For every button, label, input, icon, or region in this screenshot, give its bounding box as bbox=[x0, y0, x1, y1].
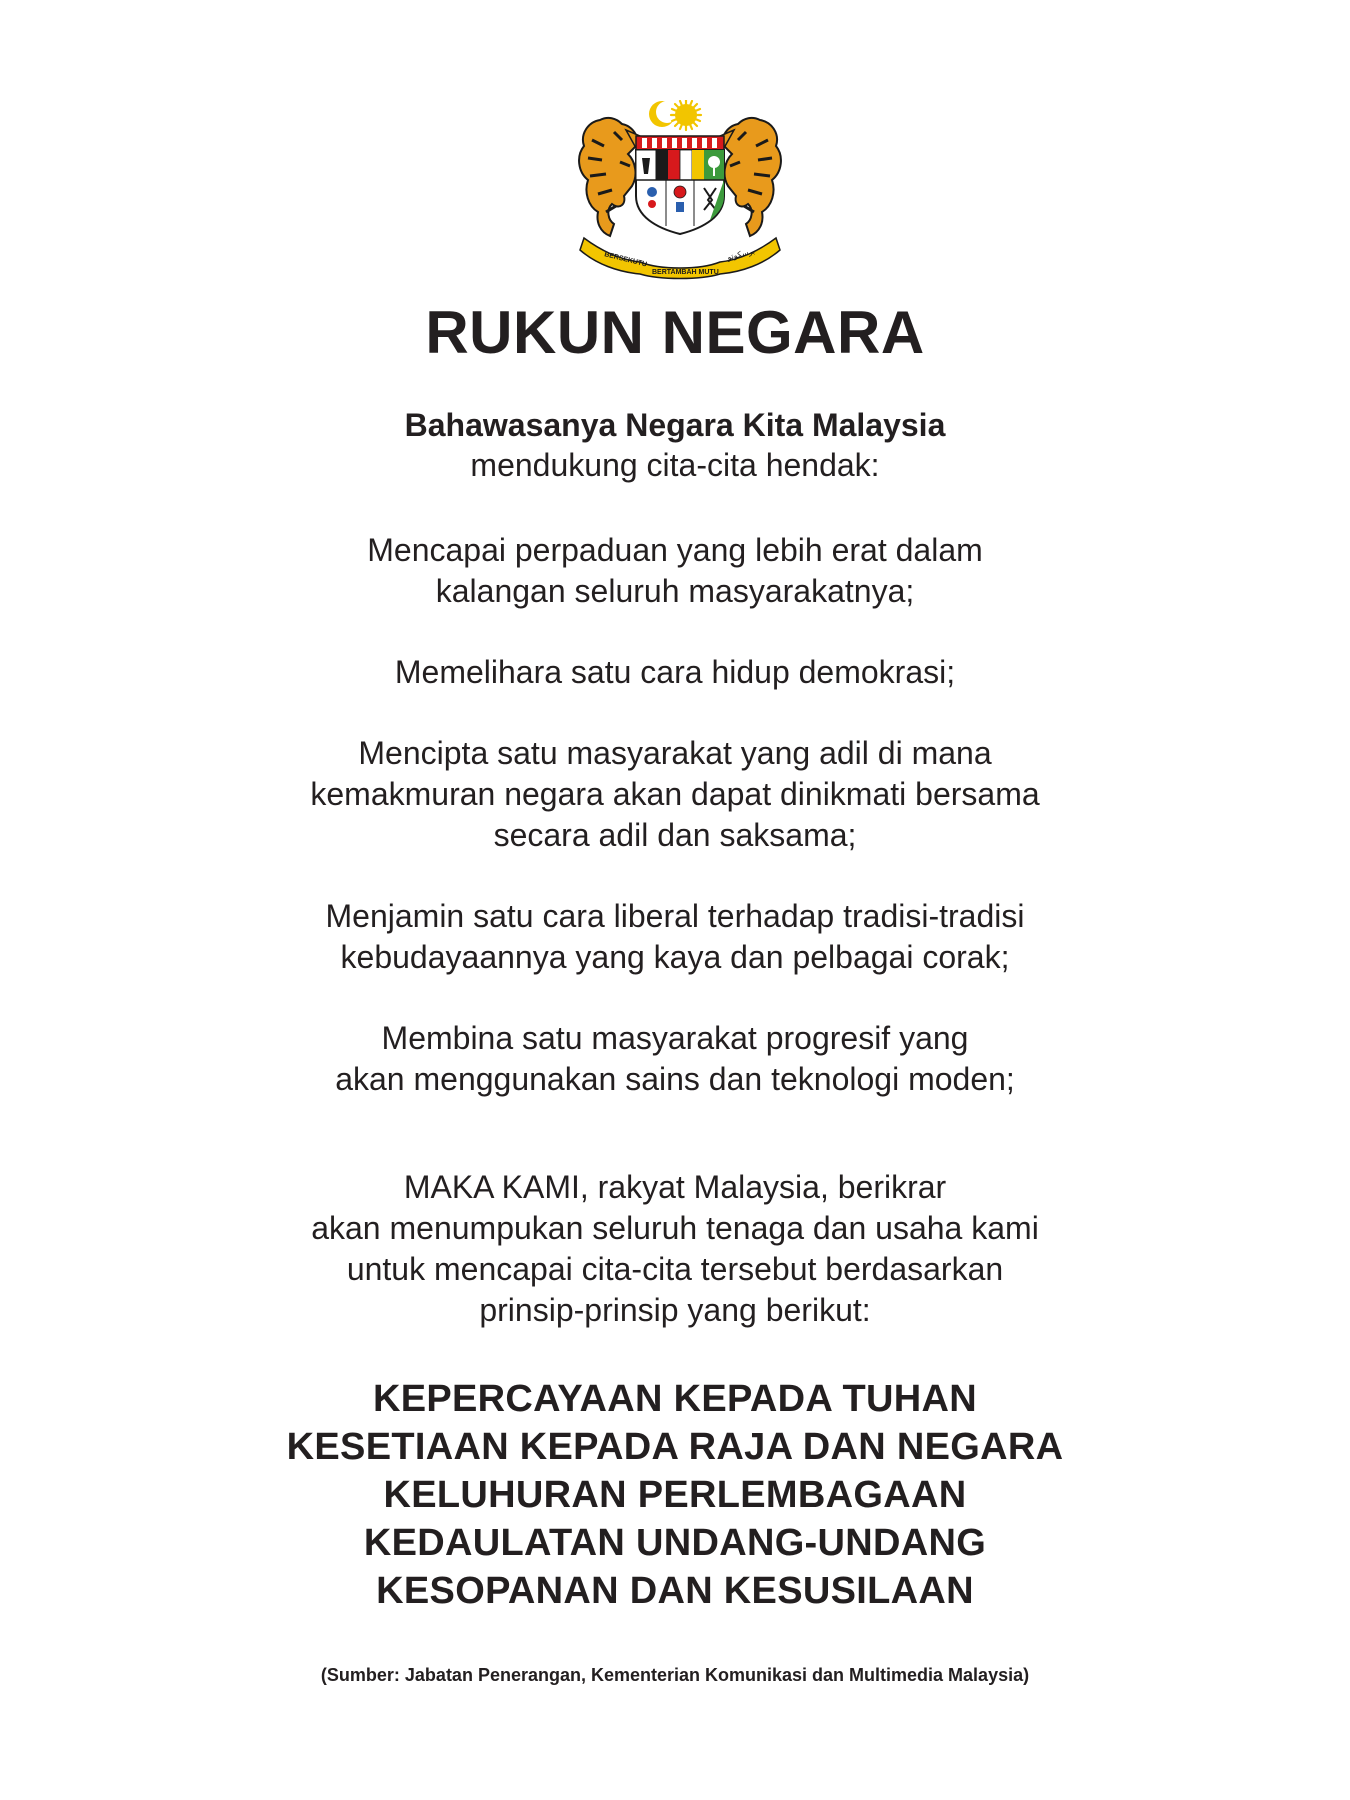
preamble bbox=[0, 405, 1350, 485]
principle-item: KEDAULATAN UNDANG-UNDANG bbox=[363, 1522, 987, 1564]
pledge-line: MAKA KAMI, rakyat Malaysia, berikrar bbox=[403, 1169, 947, 1205]
coat-of-arms-logo bbox=[570, 100, 790, 280]
principle-item: KELUHURAN PERLEMBAGAAN bbox=[383, 1474, 967, 1516]
motto-scroll bbox=[580, 238, 780, 279]
motto-right-jawi-text: برسکوتو bbox=[726, 246, 756, 262]
source-note: (Sumber: Jabatan Penerangan, Kementerian Komunikasi dan Multimedia Malaysia) bbox=[320, 1665, 1030, 1685]
aspiration-line: kalangan seluruh masyarakatnya; bbox=[435, 573, 915, 609]
pledge-line: akan menumpukan seluruh tenaga dan usaha kami bbox=[311, 1210, 1039, 1246]
aspiration-line: Memelihara satu cara hidup demokrasi; bbox=[394, 654, 956, 690]
right-tiger-icon bbox=[720, 118, 781, 236]
aspirations-list bbox=[0, 530, 1350, 1140]
page-title: RUKUN NEGARA bbox=[425, 299, 925, 366]
principle-item: KESETIAAN KEPADA RAJA DAN NEGARA bbox=[286, 1426, 1064, 1468]
aspiration-line: kemakmuran negara akan dapat dinikmati bersama bbox=[310, 776, 1040, 812]
aspiration-item bbox=[0, 1018, 1350, 1100]
pledge-paragraph bbox=[0, 1167, 1350, 1331]
aspiration-line: akan menggunakan sains dan teknologi moden; bbox=[335, 1061, 1015, 1097]
aspiration-line: Menjamin satu cara liberal terhadap tradisi-tradisi bbox=[325, 898, 1025, 934]
aspiration-item bbox=[0, 530, 1350, 612]
principles-list bbox=[0, 1375, 1350, 1615]
principle-item: KESOPANAN DAN KESUSILAAN bbox=[376, 1570, 974, 1612]
pledge-line: prinsip-prinsip yang berikut: bbox=[479, 1292, 871, 1328]
motto-left-text: BERSEKUTU bbox=[603, 251, 648, 269]
aspiration-line: Mencapai perpaduan yang lebih erat dalam bbox=[367, 532, 983, 568]
shield-icon bbox=[636, 136, 724, 234]
aspiration-item bbox=[0, 896, 1350, 978]
aspiration-line: Membina satu masyarakat progresif yang bbox=[381, 1020, 969, 1056]
aspiration-item bbox=[0, 652, 1350, 693]
aspiration-line: Mencipta satu masyarakat yang adil di mana bbox=[358, 735, 992, 771]
motto-bottom-text: BERTAMBAH MUTU bbox=[652, 269, 719, 276]
star-icon bbox=[671, 100, 701, 130]
pledge-line: untuk mencapai cita-cita tersebut berdasarkan bbox=[346, 1251, 1004, 1287]
preamble-lead: Bahawasanya Negara Kita Malaysia bbox=[404, 407, 946, 443]
left-tiger-icon bbox=[579, 118, 640, 236]
preamble-subtitle: mendukung cita-cita hendak: bbox=[470, 447, 880, 483]
aspiration-line: secara adil dan saksama; bbox=[493, 817, 857, 853]
principle-item: KEPERCAYAAN KEPADA TUHAN bbox=[372, 1378, 978, 1420]
aspiration-item bbox=[0, 733, 1350, 856]
aspiration-line: kebudayaannya yang kaya dan pelbagai corak; bbox=[340, 939, 1010, 975]
